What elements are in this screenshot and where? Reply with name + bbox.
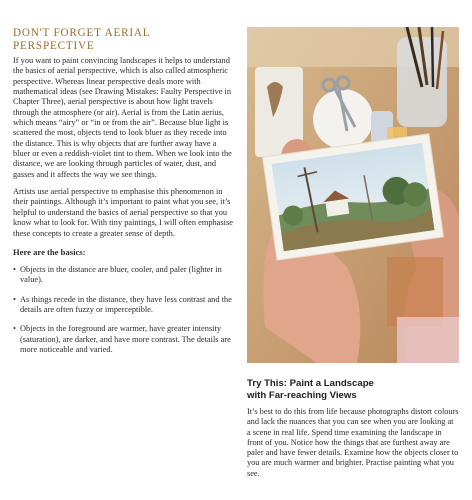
basics-list-item <box>13 324 235 355</box>
try-this-body: It’s best to do this from life because photographs distort colours and lack the nuances that you can see when you are looking at a scene in real life. Spend time examining the landscape in front of you. Notice how the things that are furthest away are paler and have fewer details. Examine how the objects closer to you are much warmer and brighter. Practise painting what you see. <box>247 407 459 478</box>
bullet-glyph: • <box>13 264 16 274</box>
basics-list <box>13 265 235 355</box>
bullet-glyph: • <box>13 294 16 304</box>
photo-hand-holding-mini-painting <box>247 27 459 363</box>
bullet-text: As things recede in the distance, they have less contrast and the details are often fuzzy or imperceptible. <box>20 294 232 314</box>
try-this-box <box>247 378 459 486</box>
basics-title: Here are the basics: <box>13 246 86 257</box>
photo-illustration <box>247 27 459 363</box>
bullet-text: Objects in the distance are bluer, cooler, and paler (lighter in value). <box>20 264 222 285</box>
section-heading-line-1: DON'T FORGET AERIAL <box>13 27 151 39</box>
intro-paragraph: If you want to paint convincing landscapes it helps to understand the basics of aerial perspective, which is also called atmospheric perspective. Whereas linear perspective deals more with mathematical ideas (see Drawing Mistakes: Faulty Perspective in Chapter Three), aerial perspective is about how light travels through the atmosphere (or air). Aerial is from the Latin aerius, which means “airy” or “in or from the air”. Because blue light is scattered the most, objects tend to look bluer as they recede into the distance. This is why objects that are further away have a bluer or even a reddish-violet tint to them. When we look into the distance, we are looking through particles of water, dust, and gasses and it affects the way we see things. <box>13 56 232 179</box>
basics-list-item <box>13 295 235 316</box>
section-heading <box>13 27 235 53</box>
white-dish <box>313 89 373 149</box>
bullet-glyph: • <box>13 324 16 334</box>
basics-list-item <box>13 265 235 286</box>
bullet-text: Objects in the foreground are warmer, have greater intensity (saturation), are darker, and have more contrast. The details are more noticeable and varied. <box>20 324 231 354</box>
try-this-title-line-1: Try This: Paint a Landscape <box>247 378 374 389</box>
pink-cloth <box>397 317 459 363</box>
try-this-title <box>247 378 459 401</box>
artists-paragraph: Artists use aerial perspective to emphasise this phenomenon in their paintings. Although it’s important to paint what you see, it’s helpful to understand the basics of aerial perspective so that you know what to look for. With tiny paintings, I will often emphasise these concepts to create a greater sense of depth. <box>13 187 233 238</box>
section-heading-line-2: PERSPECTIVE <box>13 40 95 52</box>
try-this-title-line-2: with Far-reaching Views <box>247 389 357 401</box>
article-left-column <box>13 27 235 364</box>
